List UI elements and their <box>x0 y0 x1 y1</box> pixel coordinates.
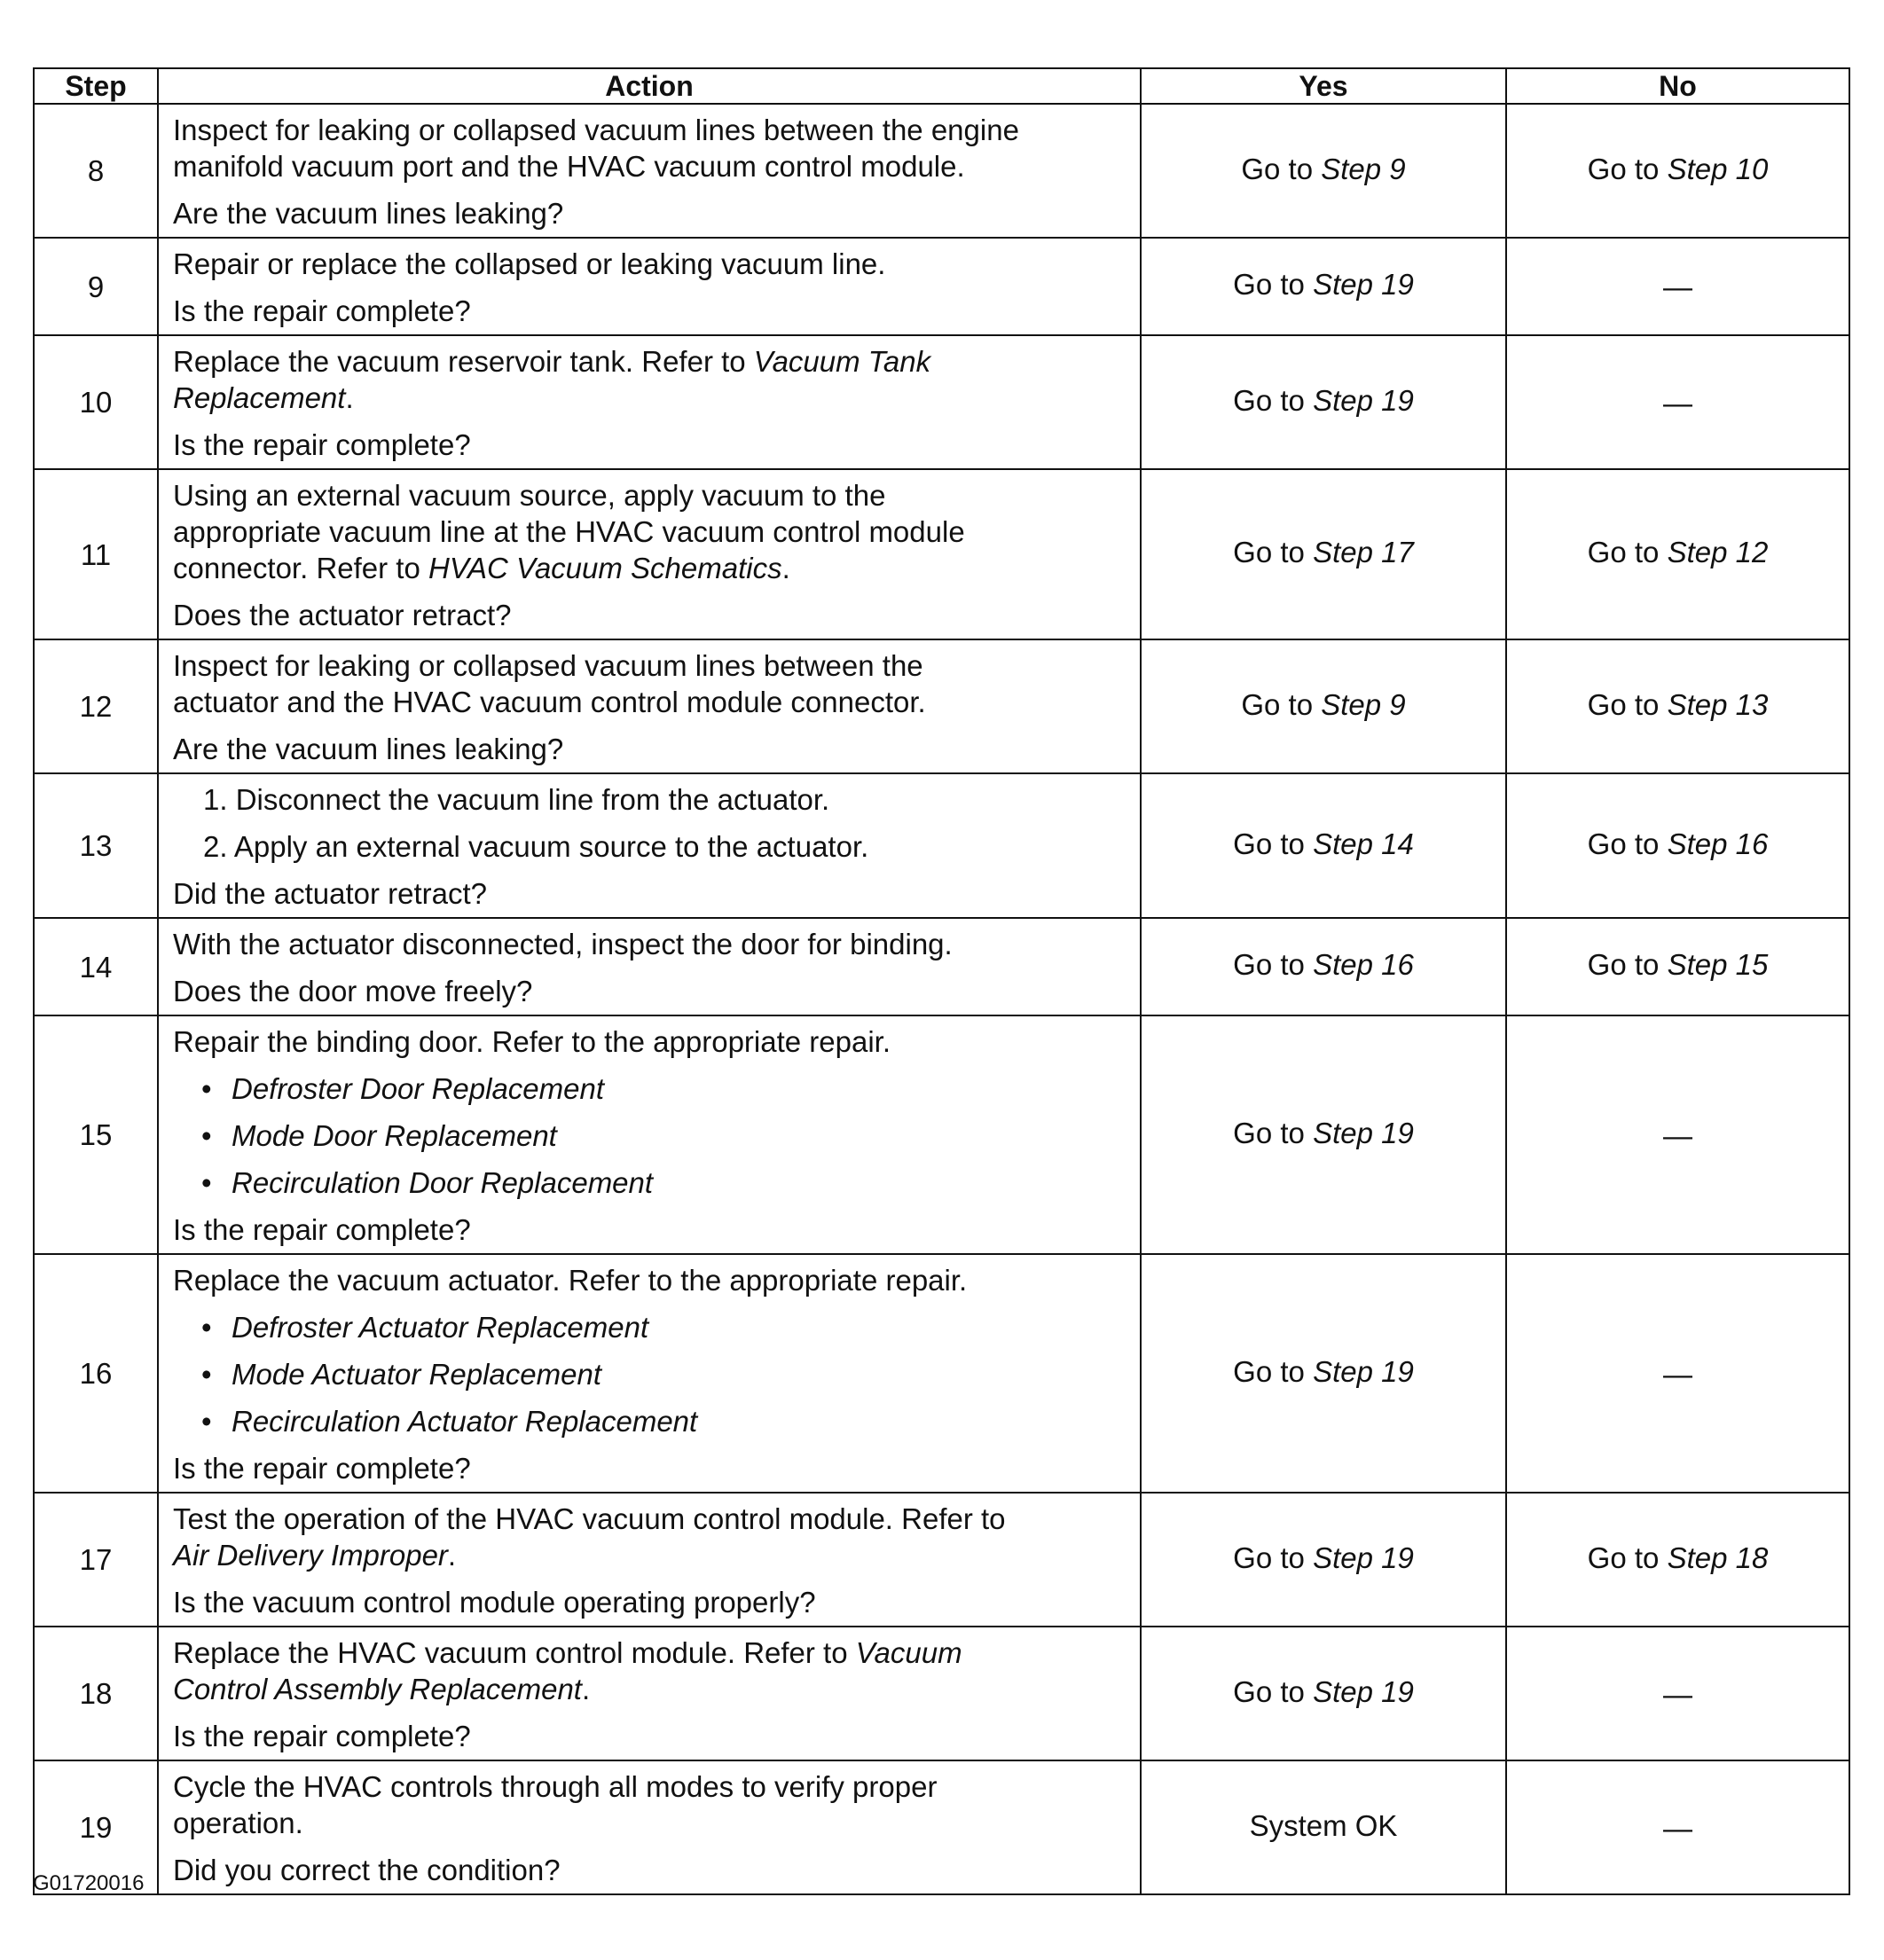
yes-step-ref: Step 14 <box>1313 827 1414 860</box>
action-text: Replace the vacuum actuator. Refer to the appropriate repair. <box>173 1264 968 1297</box>
no-dash: — <box>1506 1627 1849 1760</box>
action-paragraph <box>173 1501 1122 1573</box>
action-ref: Vacuum <box>855 1636 962 1669</box>
action-text: Inspect for leaking or collapsed vacuum lines between the engine <box>173 114 1019 146</box>
action-text: . <box>581 1673 591 1705</box>
table-header-row <box>34 68 1849 104</box>
action-cell <box>158 335 1141 469</box>
yes-prefix: Go to <box>1233 1354 1314 1388</box>
no-prefix: Go to <box>1587 827 1668 860</box>
yes-step-ref: Step 9 <box>1321 687 1406 721</box>
action-text: . <box>781 552 790 584</box>
yes-cell <box>1141 773 1506 918</box>
bullet-item: • Recirculation Actuator Replacement <box>173 1403 1122 1439</box>
action-text: Inspect for leaking or collapsed vacuum lines between the <box>173 649 923 682</box>
yes-step-ref: Step 19 <box>1313 268 1414 301</box>
step-number: 8 <box>34 104 158 238</box>
action-question: Is the repair complete? <box>173 1452 471 1485</box>
figure-code: G01720016 <box>33 1871 145 1895</box>
no-dash: — <box>1506 1254 1849 1493</box>
table-row <box>34 104 1849 238</box>
action-paragraph <box>173 1635 1122 1707</box>
yes-cell <box>1141 335 1506 469</box>
step-number: 14 <box>34 918 158 1015</box>
yes-cell <box>1141 469 1506 639</box>
table-row <box>34 1493 1849 1627</box>
action-cell <box>158 469 1141 639</box>
action-question: Does the actuator retract? <box>173 599 512 631</box>
yes-cell <box>1141 104 1506 238</box>
header-action: Action <box>158 68 1141 104</box>
header-no: No <box>1506 68 1849 104</box>
no-step-ref: Step 12 <box>1667 536 1769 568</box>
numbered-item: 2. Apply an external vacuum source to the actuator. <box>203 830 869 863</box>
yes-step-ref: Step 19 <box>1313 1354 1414 1388</box>
step-number: 12 <box>34 639 158 773</box>
action-text: Using an external vacuum source, apply vacuum to the <box>173 479 886 512</box>
action-question: Is the repair complete? <box>173 1213 471 1246</box>
action-question: Did you correct the condition? <box>173 1854 561 1886</box>
yes-prefix: Go to <box>1233 536 1314 568</box>
action-cell <box>158 1760 1141 1894</box>
no-prefix: Go to <box>1587 152 1668 185</box>
yes-cell: System OK <box>1141 1760 1506 1894</box>
yes-step-ref: Step 19 <box>1313 1116 1414 1149</box>
yes-prefix: Go to <box>1233 383 1314 417</box>
action-question: Is the vacuum control module operating properly? <box>173 1586 816 1619</box>
no-step-ref: Step 16 <box>1667 827 1769 860</box>
no-prefix: Go to <box>1587 536 1668 568</box>
action-paragraph <box>173 1768 1122 1841</box>
yes-prefix: Go to <box>1233 827 1314 860</box>
action-text: Replace the HVAC vacuum control module. Refer to <box>173 1636 856 1669</box>
bullet-item: • Recirculation Door Replacement <box>173 1164 1122 1201</box>
yes-step-ref: Step 19 <box>1313 1541 1414 1574</box>
bullet-item: • Defroster Actuator Replacement <box>173 1309 1122 1345</box>
action-cell <box>158 918 1141 1015</box>
table-row <box>34 773 1849 918</box>
action-paragraph <box>173 647 1122 720</box>
yes-prefix: Go to <box>1233 1541 1314 1574</box>
yes-step-ref: Step 19 <box>1313 1674 1414 1708</box>
action-text: operation. <box>173 1807 303 1839</box>
yes-step-ref: Step 19 <box>1313 383 1414 417</box>
no-cell <box>1506 1493 1849 1627</box>
no-prefix: Go to <box>1587 1541 1668 1574</box>
action-text: Cycle the HVAC controls through all modes to verify proper <box>173 1770 938 1803</box>
yes-prefix: Go to <box>1233 1674 1314 1708</box>
table-row <box>34 639 1849 773</box>
action-question: Is the repair complete? <box>173 294 471 327</box>
table-row <box>34 469 1849 639</box>
yes-step-ref: Step 9 <box>1321 152 1406 185</box>
action-cell <box>158 1254 1141 1493</box>
no-dash: — <box>1506 238 1849 335</box>
table-row <box>34 1627 1849 1760</box>
diagnostic-table <box>33 67 1850 1895</box>
yes-cell <box>1141 1015 1506 1254</box>
step-number: 9 <box>34 238 158 335</box>
yes-prefix: Go to <box>1233 948 1314 981</box>
bullet-item: • Mode Actuator Replacement <box>173 1356 1122 1392</box>
step-number: 13 <box>34 773 158 918</box>
no-cell <box>1506 918 1849 1015</box>
no-cell <box>1506 469 1849 639</box>
action-ref: Vacuum Tank <box>753 345 931 378</box>
yes-prefix: Go to <box>1233 1116 1314 1149</box>
no-cell <box>1506 639 1849 773</box>
step-number: 15 <box>34 1015 158 1254</box>
action-text: manifold vacuum port and the HVAC vacuum control module. <box>173 150 965 183</box>
action-text: Test the operation of the HVAC vacuum control module. Refer to <box>173 1502 1006 1535</box>
action-cell <box>158 1493 1141 1627</box>
action-text: With the actuator disconnected, inspect the door for binding. <box>173 928 953 960</box>
no-prefix: Go to <box>1587 687 1668 721</box>
no-dash: — <box>1506 1760 1849 1894</box>
action-cell <box>158 1015 1141 1254</box>
no-prefix: Go to <box>1587 948 1668 981</box>
action-text: Replace the vacuum reservoir tank. Refer to <box>173 345 754 378</box>
action-ref: Replacement <box>173 381 346 414</box>
header-step: Step <box>34 68 158 104</box>
action-cell <box>158 773 1141 918</box>
yes-cell <box>1141 1254 1506 1493</box>
action-text: appropriate vacuum line at the HVAC vacuum control module <box>173 515 965 548</box>
table-row <box>34 918 1849 1015</box>
bullet-item: • Defroster Door Replacement <box>173 1070 1122 1107</box>
action-paragraph <box>173 343 1122 416</box>
step-number: 11 <box>34 469 158 639</box>
action-cell <box>158 639 1141 773</box>
action-text: Repair the binding door. Refer to the appropriate repair. <box>173 1025 891 1058</box>
action-text: actuator and the HVAC vacuum control module connector. <box>173 686 926 718</box>
yes-prefix: Go to <box>1233 268 1314 301</box>
step-number: 10 <box>34 335 158 469</box>
table-row <box>34 238 1849 335</box>
action-paragraph <box>173 112 1122 184</box>
no-step-ref: Step 13 <box>1667 687 1769 721</box>
numbered-item: 1. Disconnect the vacuum line from the actuator. <box>203 783 830 816</box>
step-number: 19 <box>34 1760 158 1894</box>
action-ref: Air Delivery Improper <box>173 1539 448 1572</box>
action-text: . <box>447 1539 457 1572</box>
action-cell <box>158 1627 1141 1760</box>
header-yes: Yes <box>1141 68 1506 104</box>
no-cell <box>1506 104 1849 238</box>
action-question: Are the vacuum lines leaking? <box>173 197 564 230</box>
no-step-ref: Step 10 <box>1667 152 1769 185</box>
action-cell <box>158 238 1141 335</box>
action-text: . <box>345 381 354 414</box>
yes-cell <box>1141 639 1506 773</box>
action-question: Does the door move freely? <box>173 975 533 1007</box>
action-text: connector. Refer to <box>173 552 428 584</box>
step-number: 16 <box>34 1254 158 1493</box>
bullet-item: • Mode Door Replacement <box>173 1117 1122 1154</box>
no-step-ref: Step 18 <box>1667 1541 1769 1574</box>
step-number: 18 <box>34 1627 158 1760</box>
table-row <box>34 1760 1849 1894</box>
yes-prefix: Go to <box>1241 687 1322 721</box>
yes-step-ref: Step 16 <box>1313 948 1414 981</box>
action-question: Did the actuator retract? <box>173 877 488 910</box>
no-cell <box>1506 773 1849 918</box>
no-dash: — <box>1506 335 1849 469</box>
action-question: Is the repair complete? <box>173 1720 471 1752</box>
yes-cell <box>1141 238 1506 335</box>
action-question: Is the repair complete? <box>173 428 471 461</box>
yes-prefix: Go to <box>1241 152 1322 185</box>
action-paragraph <box>173 477 1122 586</box>
yes-cell <box>1141 918 1506 1015</box>
action-ref: Control Assembly Replacement <box>173 1673 582 1705</box>
yes-cell <box>1141 1493 1506 1627</box>
yes-step-ref: Step 17 <box>1313 536 1414 568</box>
no-step-ref: Step 15 <box>1667 948 1769 981</box>
action-question: Are the vacuum lines leaking? <box>173 733 564 765</box>
no-dash: — <box>1506 1015 1849 1254</box>
action-text-line <box>173 550 1122 586</box>
action-text: Repair or replace the collapsed or leaking vacuum line. <box>173 247 886 280</box>
action-cell <box>158 104 1141 238</box>
action-ref: HVAC Vacuum Schematics <box>428 552 782 584</box>
yes-cell <box>1141 1627 1506 1760</box>
step-number: 17 <box>34 1493 158 1627</box>
table-row <box>34 335 1849 469</box>
table-row <box>34 1015 1849 1254</box>
table-row <box>34 1254 1849 1493</box>
